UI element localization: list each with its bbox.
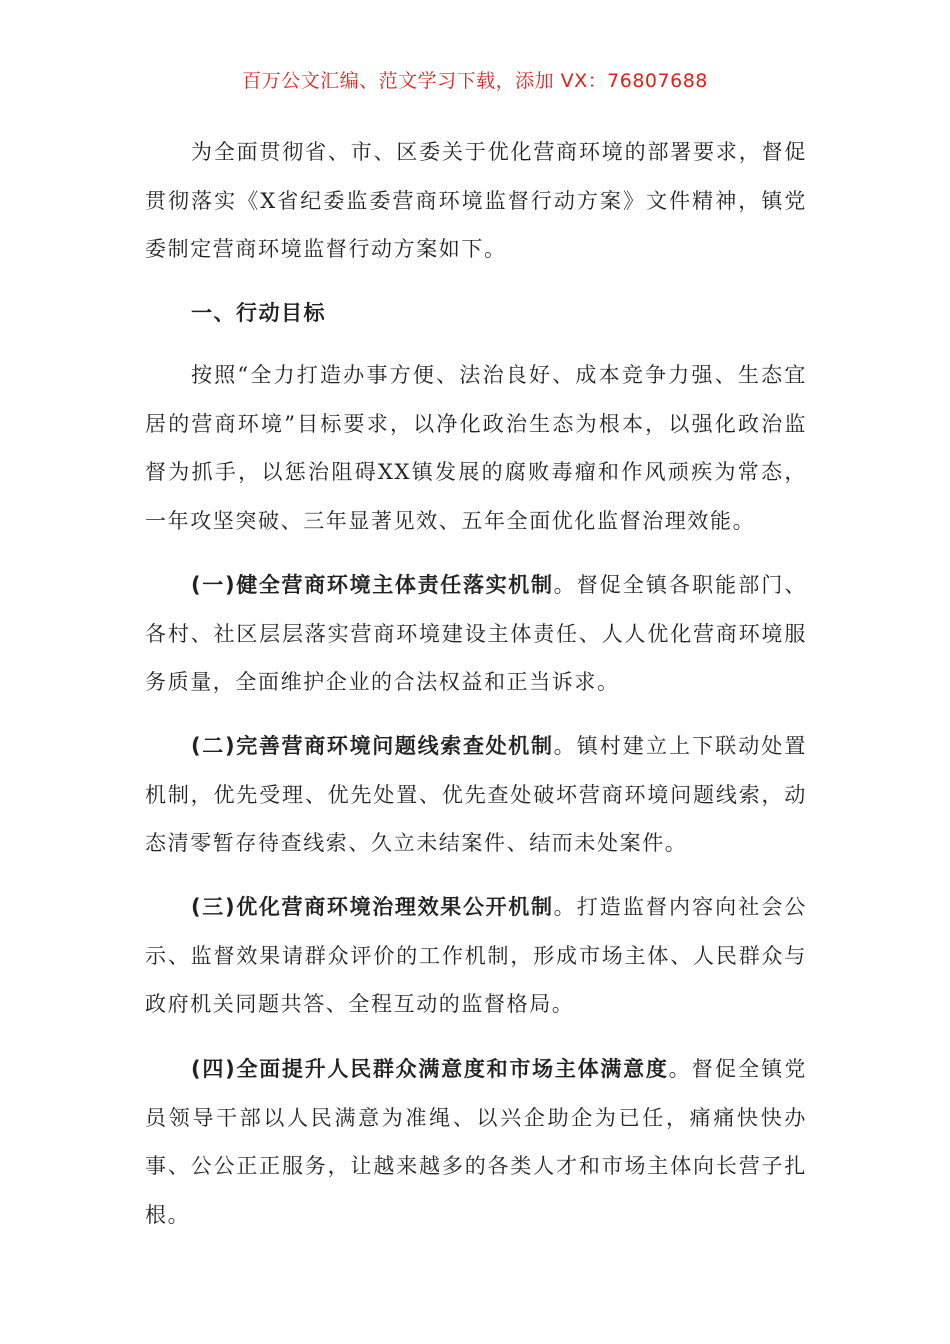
- item-lead-2: (二)完善营商环境问题线索查处机制: [191, 734, 554, 758]
- item-text-1: 。督促全镇各职能部门、各村、社区层层落实营商环境建设主体责任、人人优化营商环境服务质量，全面维护企业的合法权益和正当诉求。: [145, 573, 807, 694]
- item-text-4: 。督促全镇党员领导干部以人民满意为准绳、以兴企助企为已任，痛痛快快办事、公公正正服务，让越来越多的各类人才和市场主体向长营子扎根。: [145, 1057, 807, 1227]
- item-paragraph-4: [145, 1045, 807, 1239]
- item-text-3: 。打造监督内容向社会公示、监督效果请群众评价的工作机制，形成市场主体、人民群众与政府机关同题共答、全程互动的监督格局。: [145, 895, 807, 1016]
- item-lead-4: (四)全面提升人民群众满意度和市场主体满意度: [191, 1057, 669, 1081]
- item-paragraph-2: [145, 722, 807, 868]
- item-text-2: 。镇村建立上下联动处置机制，优先受理、优先处置、优先查处破坏营商环境问题线索，动态清零暂存待查线索、久立未结案件、结而未处案件。: [145, 734, 807, 855]
- header-banner: 百万公文汇编、范文学习下载，添加 VX：76807688: [242, 70, 708, 92]
- item-paragraph-3: [145, 883, 807, 1029]
- section-body-paragraph: 按照“全力打造办事方便、法治良好、成本竞争力强、生态宜居的营商环境”目标要求，以净化政治生态为根本，以强化政治监督为抓手，以惩治阻碍XX镇发展的腐败毒瘤和作风顽疾为常态，一年攻坚突破、三年显著见效、五年全面优化监督治理效能。: [145, 363, 807, 533]
- section-heading: 一、行动目标: [191, 301, 326, 325]
- item-lead-1: (一)健全营商环境主体责任落实机制: [191, 573, 554, 597]
- intro-paragraph: 为全面贯彻省、市、区委关于优化营商环境的部署要求，督促贯彻落实《X省纪委监委营商环境监督行动方案》文件精神，镇党委制定营商环境监督行动方案如下。: [145, 140, 807, 261]
- item-paragraph-1: [145, 561, 807, 707]
- item-lead-3: (三)优化营商环境治理效果公开机制: [191, 895, 554, 919]
